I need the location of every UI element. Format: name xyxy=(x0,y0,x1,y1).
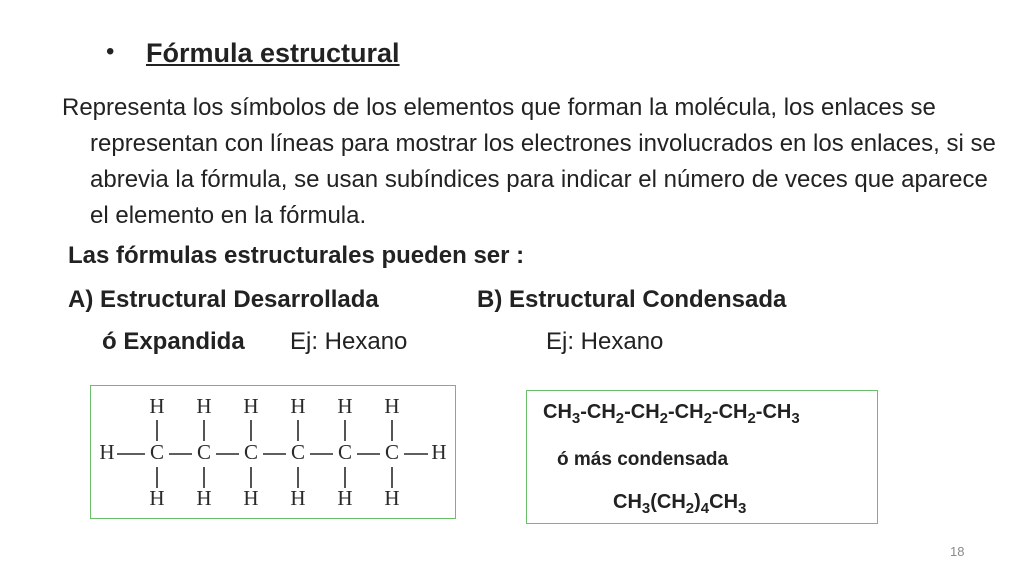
hydrogen-atom-top: H xyxy=(196,393,212,418)
hydrogen-atom-bottom: H xyxy=(384,485,400,510)
carbon-atom: C xyxy=(337,439,353,464)
option-b-label: B) Estructural Condensada xyxy=(477,286,787,313)
hexane-structural-diagram xyxy=(91,386,455,518)
hydrogen-atom-bottom: H xyxy=(243,485,259,510)
hexane-condensed-formula-box xyxy=(526,390,878,524)
carbon-atom: C xyxy=(149,439,165,464)
description-paragraph: Representa los símbolos de los elementos que forman la molécula, los enlaces se representan con líneas para mostrar los electrones involucrados en los enlaces, si se abrevia la fórmula, se usan subíndices para indicar el número de veces que aparece el elemento en la fórmula. xyxy=(62,94,996,229)
hydrogen-atom-bottom: H xyxy=(337,485,353,510)
hydrogen-atom-left: H xyxy=(99,439,115,464)
condensed-formula-expanded: $CH_3-CH_2-CH_2-CH_2-CH_2-CH_3$ xyxy=(543,401,800,427)
carbon-atom: C xyxy=(290,439,306,464)
example-b-label: Ej: Hexano xyxy=(546,328,664,355)
condensed-connector-text: ó más condensada xyxy=(557,449,729,470)
example-a-label: Ej: Hexano xyxy=(290,328,408,355)
hexane-structural-formula-box xyxy=(90,385,456,519)
carbon-atom: C xyxy=(384,439,400,464)
hydrogen-atom-bottom: H xyxy=(290,485,306,510)
bullet-point: • xyxy=(106,38,115,65)
hydrogen-atom-top: H xyxy=(243,393,259,418)
hydrogen-atom-top: H xyxy=(149,393,165,418)
hydrogen-atom-right: H xyxy=(431,439,447,464)
hydrogen-atom-top: H xyxy=(337,393,353,418)
condensed-formula-short: $CH_3(CH_2)_4CH_3$ xyxy=(613,491,747,517)
types-heading: Las fórmulas estructurales pueden ser : xyxy=(68,242,525,269)
slide-title: Fórmula estructural xyxy=(146,38,400,68)
hydrogen-atom-bottom: H xyxy=(149,485,165,510)
hydrogen-atom-bottom: H xyxy=(196,485,212,510)
option-a-label: A) Estructural Desarrollada xyxy=(68,286,379,313)
carbon-atom: C xyxy=(196,439,212,464)
hydrogen-atom-top: H xyxy=(384,393,400,418)
option-a-sublabel: ó Expandida xyxy=(102,328,245,355)
hydrogen-atom-top: H xyxy=(290,393,306,418)
page-number: 18 xyxy=(950,544,965,559)
carbon-atom: C xyxy=(243,439,259,464)
